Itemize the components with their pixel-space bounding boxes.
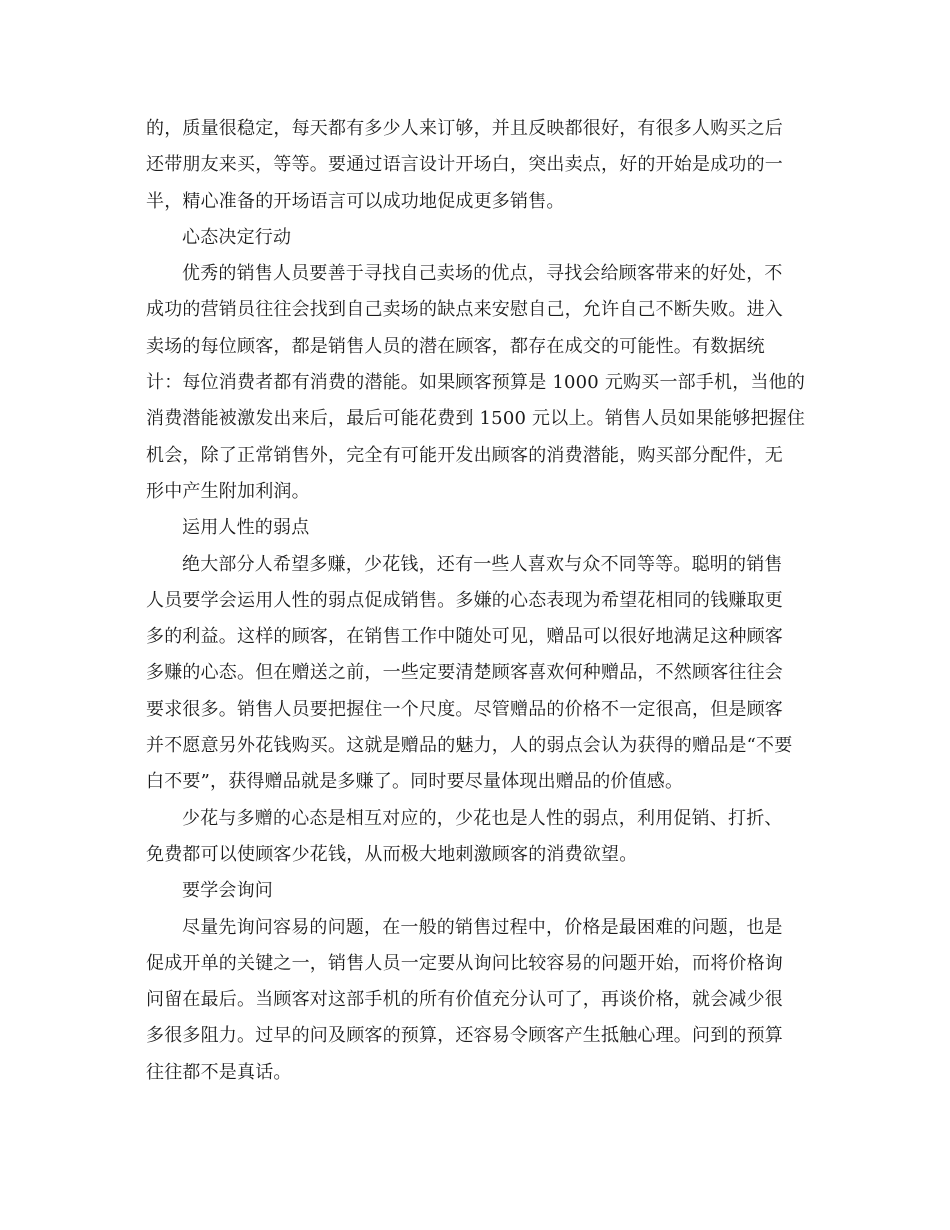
paragraph-line: 计：每位消费者都有消费的潜能。如果顾客预算是 1000 元购买一部手机，当他的 xyxy=(146,372,806,394)
paragraph-line: 往往都不是真话。 xyxy=(146,1061,292,1083)
paragraph-line: 人员要学会运用人性的弱点促成销售。多嫌的心态表现为希望花相同的钱赚取更 xyxy=(146,589,783,611)
paragraph-line: 尽量先询问容易的问题，在一般的销售过程中，价格是最困难的问题，也是 xyxy=(182,916,783,938)
paragraph-line: 少花与多赠的心态是相互对应的，少花也是人性的弱点，利用促销、打折、 xyxy=(182,807,783,829)
paragraph-line: 问留在最后。当顾客对这部手机的所有价值充分认可了，再谈价格，就会减少很 xyxy=(146,989,783,1011)
paragraph-line: 的，质量很稳定，每天都有多少人来订够，并且反映都很好，有很多人购买之后 xyxy=(146,118,783,139)
paragraph-line: 多的利益。这样的顾客，在销售工作中随处可见，赠品可以很好地满足这种顾客 xyxy=(146,626,783,648)
section-heading: 运用人性的弱点 xyxy=(182,517,310,539)
paragraph-line: 促成开单的关键之一，销售人员一定要从询问比较容易的问题开始，而将价格询 xyxy=(146,952,783,974)
paragraph-line: 多很多阻力。过早的问及顾客的预算，还容易令顾客产生抵触心理。问到的预算 xyxy=(146,1025,783,1047)
section-heading: 心态决定行动 xyxy=(182,226,292,248)
paragraph-line: 形中产生附加利润。 xyxy=(146,480,310,502)
paragraph-line: 机会，除了正常销售外，完全有可能开发出顾客的消费潜能，购买部分配件，无 xyxy=(146,444,783,466)
paragraph-line: 消费潜能被激发出来后，最后可能花费到 1500 元以上。销售人员如果能够把握住 xyxy=(146,408,806,430)
paragraph-line: 白不要”，获得赠品就是多赚了。同时要尽量体现出赠品的价值感。 xyxy=(146,771,684,793)
paragraph-line: 绝大部分人希望多赚，少花钱，还有一些人喜欢与众不同等等。聪明的销售 xyxy=(182,553,783,575)
paragraph-line: 还带朋友来买，等等。要通过语言设计开场白，突出卖点，好的开始是成功的一 xyxy=(146,154,783,176)
section-heading: 要学会询问 xyxy=(182,880,273,902)
paragraph-line: 优秀的销售人员要善于寻找自己卖场的优点，寻找会给顾客带来的好处，不 xyxy=(182,263,783,285)
paragraph-line: 多赚的心态。但在赠送之前，一些定要清楚顾客喜欢何种赠品，不然顾客往往会 xyxy=(146,662,783,684)
paragraph-line: 卖场的每位顾客，都是销售人员的潜在顾客，都存在成交的可能性。有数据统 xyxy=(146,335,765,357)
paragraph-line: 半，精心准备的开场语言可以成功地促成更多销售。 xyxy=(146,190,565,212)
document-body xyxy=(146,111,806,1091)
paragraph-line: 并不愿意另外花钱购买。这就是赠品的魅力，人的弱点会认为获得的赠品是“不要 xyxy=(146,735,793,757)
paragraph-line: 免费都可以使顾客少花钱，从而极大地刺激顾客的消费欲望。 xyxy=(146,843,638,865)
paragraph-line: 要求很多。销售人员要把握住一个尺度。尽管赠品的价格不一定很高，但是顾客 xyxy=(146,698,783,720)
paragraph-line: 成功的营销员往往会找到自己卖场的缺点来安慰自己，允许自己不断失败。进入 xyxy=(146,299,783,321)
